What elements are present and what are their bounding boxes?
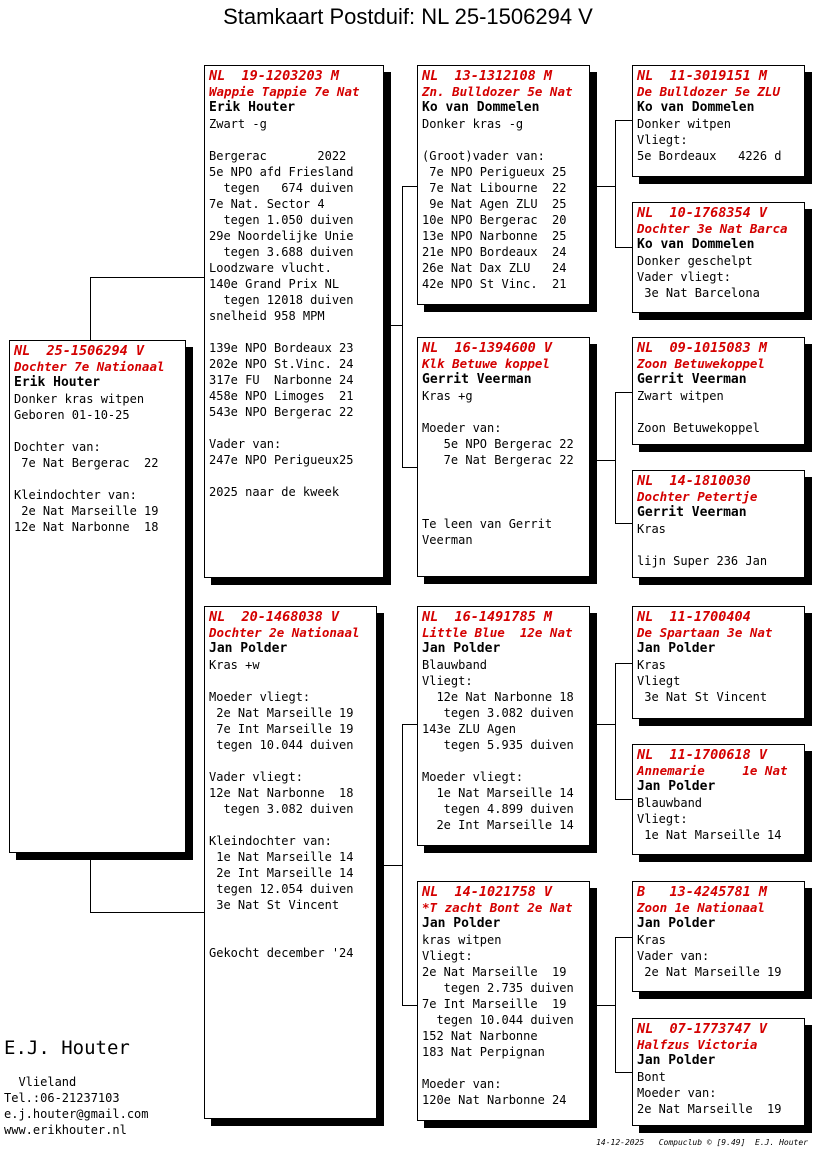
pigeon-name: Little Blue 12e Nat [422, 625, 573, 640]
detail-line: 2025 naar de kweek [209, 485, 340, 499]
connector-line [402, 186, 403, 468]
pigeon-card-fff [632, 65, 805, 177]
connector-line [402, 186, 417, 187]
ring-number: NL 07-1773747 V [637, 1021, 768, 1037]
detail-line [209, 753, 372, 769]
detail-line: Blauwband [637, 796, 703, 810]
detail-line: 140e Grand Prix NL [209, 277, 340, 291]
detail-line: 5e NPO Bergerac 22 [422, 437, 574, 451]
connector-line [402, 467, 417, 468]
ring-number: NL 19-1203203 M [209, 68, 340, 84]
detail-line [422, 484, 585, 500]
detail-line: tegen 3.688 duiven [209, 245, 354, 259]
detail-line: Zwart witpen [637, 389, 724, 403]
owner-name: Ko van Dommelen [637, 237, 755, 252]
breeder-info [4, 1036, 149, 1138]
pigeon-card-father [204, 65, 384, 578]
detail-line: 21e NPO Bordeaux 24 [422, 245, 567, 259]
detail-line: 152 Nat Narbonne [422, 1029, 538, 1043]
detail-line: Bergerac 2022 [209, 149, 347, 163]
detail-line: Kleindochter van: [14, 488, 137, 502]
detail-line: Kras [637, 933, 666, 947]
owner-name: Gerrit Veerman [637, 505, 747, 520]
pigeon-details [422, 932, 585, 1108]
detail-line: Te leen van Gerrit [422, 517, 553, 531]
detail-line: Kras [637, 522, 666, 536]
ring-number: NL 20-1468038 V [209, 609, 340, 625]
pigeon-card-mmf [632, 881, 805, 992]
ring-number: NL 11-1700618 V [637, 747, 768, 763]
detail-line: 13e NPO Narbonne 25 [422, 229, 567, 243]
pigeon-details [637, 521, 800, 569]
owner-name: Gerrit Veerman [422, 372, 532, 387]
owner-name: Jan Polder [637, 916, 716, 931]
pigeon-details [637, 795, 800, 843]
detail-line: tegen 12.054 duiven [209, 882, 354, 896]
pigeon-details [422, 116, 585, 292]
detail-line [209, 468, 379, 484]
detail-line: Vliegt: [637, 133, 688, 147]
connector-line [597, 724, 615, 725]
connector-line [90, 277, 91, 341]
detail-line: 120e Nat Narbonne 24 [422, 1093, 567, 1107]
detail-line: Blauwband [422, 658, 488, 672]
connector-line [90, 277, 204, 278]
detail-line [209, 420, 379, 436]
pigeon-details [637, 1069, 800, 1117]
pigeon-details [637, 932, 800, 980]
owner-name: Gerrit Veerman [637, 372, 747, 387]
detail-line: Geboren 01-10-25 [14, 408, 130, 422]
connector-line [402, 724, 417, 725]
detail-line: 12e Nat Narbonne 18 [209, 786, 354, 800]
ring-number: NL 11-3019151 M [637, 68, 768, 84]
detail-line: 5e NPO afd Friesland [209, 165, 354, 179]
pigeon-name: Dochter Petertje [637, 489, 758, 504]
detail-line: 2e Nat Marseille 19 [637, 965, 782, 979]
connector-line [615, 247, 632, 248]
detail-line: 3e Nat St Vincent [637, 690, 768, 704]
detail-line: tegen 3.082 duiven [209, 802, 354, 816]
pigeon-name: De Spartaan 3e Nat [637, 625, 773, 640]
pigeon-name: Zn. Bulldozer 5e Nat [422, 84, 573, 99]
detail-line [422, 468, 585, 484]
detail-line: Moeder vliegt: [422, 770, 524, 784]
detail-line: Donker kras -g [422, 117, 524, 131]
detail-line: 10e NPO Bergerac 20 [422, 213, 567, 227]
pigeon-card-mother-father [417, 606, 590, 846]
detail-line: Vliegt: [422, 674, 473, 688]
detail-line: lijn Super 236 Jan [637, 554, 768, 568]
detail-line [422, 1060, 585, 1076]
detail-line: 1e Nat Marseille 14 [637, 828, 782, 842]
ring-number: B 13-4245781 M [637, 884, 768, 900]
detail-line: 7e NPO Perigueux 25 [422, 165, 567, 179]
detail-line: 2e Int Marseille 14 [422, 818, 574, 832]
pigeon-card-father-father [417, 65, 590, 305]
pigeon-details [422, 388, 585, 548]
detail-line: 7e Nat Libourne 22 [422, 181, 567, 195]
detail-line: Loodzware vlucht. [209, 261, 332, 275]
pigeon-card-fmf [632, 337, 805, 445]
detail-line [209, 913, 372, 929]
detail-line: Moeder van: [422, 421, 502, 435]
pigeon-card-main [9, 340, 186, 853]
owner-name: Erik Houter [209, 100, 296, 115]
pigeon-details [209, 657, 372, 961]
detail-line: Tel.:06-21237103 [4, 1091, 120, 1105]
detail-line [422, 132, 585, 148]
pigeon-name: Wappie Tappie 7e Nat [209, 84, 360, 99]
detail-line: Vader vliegt: [637, 270, 731, 284]
detail-line: tegen 1.050 duiven [209, 213, 354, 227]
detail-line: 3e Nat Barcelona [637, 286, 760, 300]
connector-line [615, 937, 632, 938]
connector-line [597, 460, 615, 461]
detail-line: tegen 674 duiven [209, 181, 354, 195]
detail-line: 317e FU Narbonne 24 [209, 373, 354, 387]
connector-line [597, 186, 615, 187]
detail-line: 7e Int Marseille 19 [209, 722, 354, 736]
detail-line: Vliegt: [422, 949, 473, 963]
pigeon-details [422, 657, 585, 833]
pigeon-details [637, 253, 800, 301]
ring-number: NL 25-1506294 V [14, 343, 145, 359]
pigeon-card-father-mother [417, 337, 590, 577]
detail-line: 143e ZLU Agen [422, 722, 516, 736]
connector-line [384, 865, 402, 866]
detail-line: Kras +g [422, 389, 473, 403]
breeder-details [4, 1074, 149, 1138]
detail-line [422, 500, 585, 516]
connector-line [90, 912, 204, 913]
pigeon-card-fmm [632, 470, 805, 578]
detail-line: 7e Nat Bergerac 22 [422, 453, 574, 467]
ring-number: NL 14-1810030 [637, 473, 751, 489]
ring-number: NL 13-1312108 M [422, 68, 553, 84]
page-title: Stamkaart Postduif: NL 25-1506294 V [223, 4, 593, 29]
detail-line [422, 404, 585, 420]
detail-line: Vliegt: [637, 812, 688, 826]
detail-line: Vader van: [637, 949, 710, 963]
detail-line: 1e Nat Marseille 14 [422, 786, 574, 800]
pigeon-name: *T zacht Bont 2e Nat [422, 900, 573, 915]
detail-line [637, 537, 800, 553]
detail-line: snelheid 958 MPM [209, 309, 325, 323]
detail-line: Veerman [422, 533, 473, 547]
owner-name: Jan Polder [422, 916, 501, 931]
detail-line: tegen 12018 duiven [209, 293, 354, 307]
detail-line: 3e Nat St Vincent [209, 898, 340, 912]
detail-line: 458e NPO Limoges 21 [209, 389, 354, 403]
ring-number: NL 09-1015083 M [637, 340, 768, 356]
detail-line: 26e Nat Dax ZLU 24 [422, 261, 567, 275]
detail-line: Gekocht december '24 [209, 946, 354, 960]
detail-line: 2e Nat Marseille 19 [422, 965, 567, 979]
detail-line: Zoon Betuwekoppel [637, 421, 760, 435]
pigeon-details [637, 116, 800, 164]
detail-line: 543e NPO Bergerac 22 [209, 405, 354, 419]
connector-line [384, 325, 402, 326]
detail-line: Vader vliegt: [209, 770, 303, 784]
owner-name: Jan Polder [637, 779, 716, 794]
detail-line: kras witpen [422, 933, 502, 947]
detail-line: www.erikhouter.nl [4, 1123, 127, 1137]
ring-number: NL 16-1394600 V [422, 340, 553, 356]
owner-name: Erik Houter [14, 375, 101, 390]
pigeon-card-mff [632, 606, 805, 719]
connector-line [615, 1072, 632, 1073]
detail-line: 42e NPO St Vinc. 21 [422, 277, 567, 291]
detail-line [209, 132, 379, 148]
detail-line: 29e Noordelijke Unie [209, 229, 354, 243]
detail-line: Kras +w [209, 658, 260, 672]
footer-credit: 14-12-2025 Compuclub © [9.49] E.J. Houter [596, 1138, 808, 1147]
detail-line [209, 929, 372, 945]
detail-line: 247e NPO Perigueux25 [209, 453, 354, 467]
detail-line: (Groot)vader van: [422, 149, 545, 163]
detail-line [637, 404, 800, 420]
owner-name: Ko van Dommelen [422, 100, 540, 115]
detail-line: 5e Bordeaux 4226 d [637, 149, 782, 163]
detail-line: 2e Nat Marseille 19 [14, 504, 159, 518]
pigeon-card-mmm [632, 1018, 805, 1126]
detail-line: Moeder van: [637, 1086, 717, 1100]
detail-line: Bont [637, 1070, 666, 1084]
connector-line [615, 937, 616, 1073]
detail-line [422, 753, 585, 769]
pigeon-name: Zoon Betuwekoppel [637, 356, 765, 371]
detail-line: 139e NPO Bordeaux 23 [209, 341, 354, 355]
owner-name: Jan Polder [209, 641, 288, 656]
owner-name: Ko van Dommelen [637, 100, 755, 115]
owner-name: Jan Polder [637, 1053, 716, 1068]
detail-line: tegen 5.935 duiven [422, 738, 574, 752]
detail-line: 183 Nat Perpignan [422, 1045, 545, 1059]
ring-number: NL 10-1768354 V [637, 205, 768, 221]
detail-line: e.j.houter@gmail.com [4, 1107, 149, 1121]
pigeon-name: Dochter 2e Nationaal [209, 625, 360, 640]
pigeon-details [637, 388, 800, 436]
detail-line [14, 471, 181, 487]
pigeon-name: Dochter 7e Nationaal [14, 359, 165, 374]
connector-line [402, 724, 403, 1006]
connector-line [402, 1005, 417, 1006]
breeder-name: E.J. Houter [4, 1037, 130, 1059]
connector-line [90, 853, 91, 913]
pigeon-name: Dochter 3e Nat Barca [637, 221, 788, 236]
detail-line: Dochter van: [14, 440, 101, 454]
owner-name: Jan Polder [422, 641, 501, 656]
detail-line: 9e Nat Agen ZLU 25 [422, 197, 567, 211]
detail-line: Moeder van: [422, 1077, 502, 1091]
detail-line: Donker geschelpt [637, 254, 753, 268]
connector-line [615, 120, 632, 121]
detail-line: Vliegt [637, 674, 681, 688]
connector-line [615, 799, 632, 800]
pigeon-card-mfm [632, 744, 805, 855]
detail-line: tegen 2.735 duiven [422, 981, 574, 995]
pigeon-name: Zoon 1e Nationaal [637, 900, 765, 915]
connector-line [597, 1005, 615, 1006]
pigeon-card-ffm [632, 202, 805, 313]
detail-line: Kras [637, 658, 666, 672]
pigeon-name: Annemarie 1e Nat [637, 763, 788, 778]
connector-line [615, 120, 616, 248]
detail-line: 7e Nat. Sector 4 [209, 197, 325, 211]
detail-line: 12e Nat Narbonne 18 [422, 690, 574, 704]
detail-line [209, 673, 372, 689]
detail-line: 202e NPO St.Vinc. 24 [209, 357, 354, 371]
pigeon-name: Halfzus Victoria [637, 1037, 758, 1052]
detail-line: 2e Int Marseille 14 [209, 866, 354, 880]
ring-number: NL 16-1491785 M [422, 609, 553, 625]
detail-line: 2e Nat Marseille 19 [209, 706, 354, 720]
detail-line: Donker witpen [637, 117, 731, 131]
connector-line [615, 523, 632, 524]
pigeon-name: Klk Betuwe koppel [422, 356, 550, 371]
ring-number: NL 14-1021758 V [422, 884, 553, 900]
pigeon-name: De Bulldozer 5e ZLU [637, 84, 780, 99]
connector-line [615, 663, 632, 664]
detail-line: tegen 3.082 duiven [422, 706, 574, 720]
pigeon-card-mother-mother [417, 881, 590, 1121]
detail-line: Zwart -g [209, 117, 267, 131]
detail-line [209, 324, 379, 340]
detail-line: Kleindochter van: [209, 834, 332, 848]
detail-line [14, 423, 181, 439]
detail-line: 7e Int Marseille 19 [422, 997, 567, 1011]
detail-line: Moeder vliegt: [209, 690, 311, 704]
connector-line [615, 392, 616, 524]
detail-line: tegen 10.044 duiven [422, 1013, 574, 1027]
detail-line: 1e Nat Marseille 14 [209, 850, 354, 864]
connector-line [615, 392, 632, 393]
detail-line [209, 817, 372, 833]
pigeon-details [14, 391, 181, 535]
pigeon-details [209, 116, 379, 500]
ring-number: NL 11-1700404 [637, 609, 751, 625]
detail-line: Vlieland [4, 1075, 77, 1089]
pigeon-details [637, 657, 800, 705]
detail-line: 12e Nat Narbonne 18 [14, 520, 159, 534]
detail-line: Donker kras witpen [14, 392, 145, 406]
detail-line: 2e Nat Marseille 19 [637, 1102, 782, 1116]
owner-name: Jan Polder [637, 641, 716, 656]
detail-line: tegen 4.899 duiven [422, 802, 574, 816]
detail-line: Vader van: [209, 437, 282, 451]
connector-line [615, 663, 616, 800]
detail-line: 7e Nat Bergerac 22 [14, 456, 159, 470]
detail-line: tegen 10.044 duiven [209, 738, 354, 752]
pigeon-card-mother [204, 606, 377, 1119]
